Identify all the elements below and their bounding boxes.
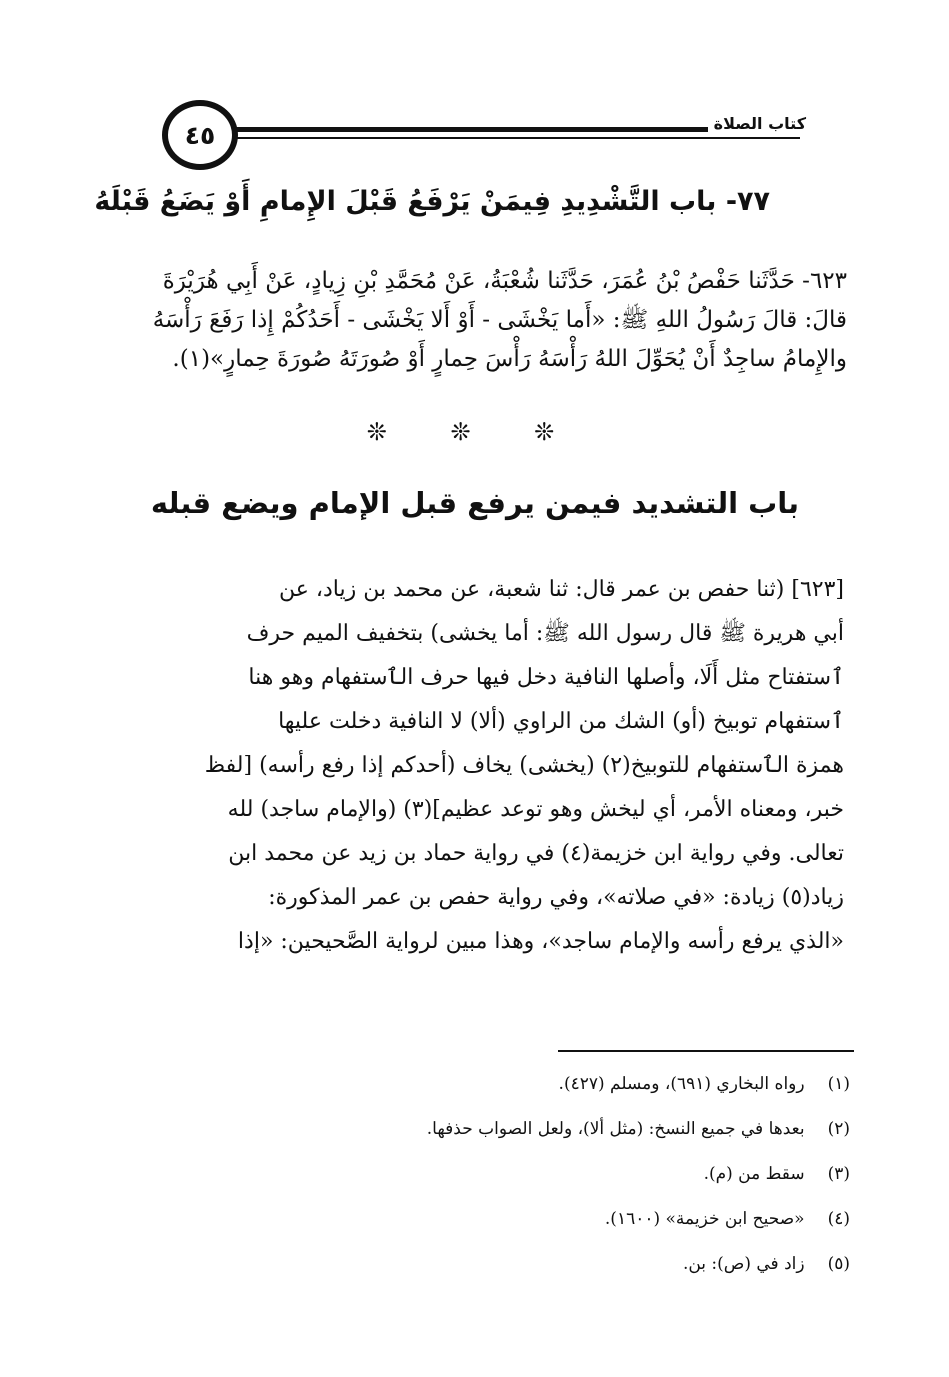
footnote-text: زاد في (ص): بن. xyxy=(682,1254,805,1274)
page-header xyxy=(120,100,860,170)
footnote-text: رواه البخاري (٦٩١)، ومسلم (٤٢٧). xyxy=(558,1074,805,1094)
hadith-text xyxy=(120,262,847,379)
commentary-line: همزة الٱستفهام للتوبيخ(٢) (يخشى) يخاف (أحدكم إذا رفع رأسه) [لفظ xyxy=(204,753,844,778)
footnote-number: (٣) xyxy=(827,1164,850,1184)
commentary-line: ٱستفتاح مثل أَلَا، وأصلها النافية دخل فيها حرف الٱستفهام وهو هنا xyxy=(248,665,844,690)
commentary-line: زياد(٥) زيادة: «في صلاته»، وفي رواية حفص بن عمر المذكورة: xyxy=(268,885,844,910)
footnote-number: (٥) xyxy=(827,1254,850,1274)
footnote xyxy=(300,1242,850,1287)
footnotes xyxy=(300,1062,850,1287)
chapter-heading: ٧٧- باب التَّشْدِيدِ فِيمَنْ يَرْفَعُ قَبْلَ الإِمامِ أَوْ يَضَعُ قَبْلَهُ xyxy=(94,186,770,217)
commentary-line: أبي هريرة ﷺ قال رسول الله ﷺ: أما يخشى) بتخفيف الميم حرف xyxy=(246,621,844,646)
footnote xyxy=(300,1062,850,1107)
book-title: كتاب الصلاة xyxy=(708,114,812,133)
page-number: ٤٥ xyxy=(184,120,216,150)
hadith-line: ٦٢٣- حَدَّثَنا حَفْصُ بْنُ عُمَرَ، حَدَّثَنا شُعْبَةُ، عَنْ مُحَمَّدِ بْنِ زِيادٍ، عَنْ أَبِي هُرَيْرَةَ xyxy=(162,268,847,294)
footnote-text: سقط من (م). xyxy=(703,1164,805,1184)
footnote xyxy=(300,1197,850,1242)
footnote-text: «صحيح ابن خزيمة» (١٦٠٠). xyxy=(604,1209,805,1229)
footnote xyxy=(300,1152,850,1197)
footnote-number: (٤) xyxy=(827,1209,850,1229)
header-rule-thin xyxy=(180,137,800,139)
commentary-text xyxy=(126,568,844,964)
commentary-heading: باب التشديد فيمن يرفع قبل الإمام ويضع قبله xyxy=(150,486,800,520)
commentary-line: «الذي يرفع رأسه والإمام ساجد»، وهذا مبين لرواية الصَّحيحين: «إذا xyxy=(237,929,844,954)
section-separator: ❊ ❊ ❊ xyxy=(366,418,583,446)
hadith-line: قالَ: قالَ رَسُولُ اللهِ ﷺ: «أَما يَخْشَى - أَوْ أَلا يَخْشَى - أَحَدُكُمْ إِذا رَفَعَ رَأْسَهُ xyxy=(152,307,847,333)
page-number-circle xyxy=(162,100,238,170)
footnote xyxy=(300,1107,850,1152)
commentary-line: تعالى. وفي رواية ابن خزيمة(٤) في رواية حماد بن زيد عن محمد ابن xyxy=(228,841,844,866)
footnote-text: بعدها في جميع النسخ: (مثل ألا)، ولعل الصواب حذفها. xyxy=(426,1119,805,1139)
commentary-line: خبر، ومعناه الأمر، أي ليخش وهو توعد عظيم](٣) (والإمام ساجد) لله xyxy=(227,797,844,822)
commentary-line: ٱستفهام توبيخ (أو) الشك من الراوي (ألا) لا النافية دخلت عليها xyxy=(278,709,844,734)
footnote-number: (١) xyxy=(827,1074,850,1094)
footnote-rule xyxy=(558,1050,854,1052)
hadith-line: والإِمامُ ساجِدٌ أَنْ يُحَوِّلَ اللهُ رَأْسَهُ رَأْسَ حِمارٍ أَوْ صُورَتَهُ صُورَةَ حِمارٍ»(١). xyxy=(172,346,847,372)
footnote-number: (٢) xyxy=(827,1119,850,1139)
commentary-line: [٦٢٣] (ثنا حفص بن عمر قال: ثنا شعبة، عن محمد بن زياد، عن xyxy=(278,577,844,602)
